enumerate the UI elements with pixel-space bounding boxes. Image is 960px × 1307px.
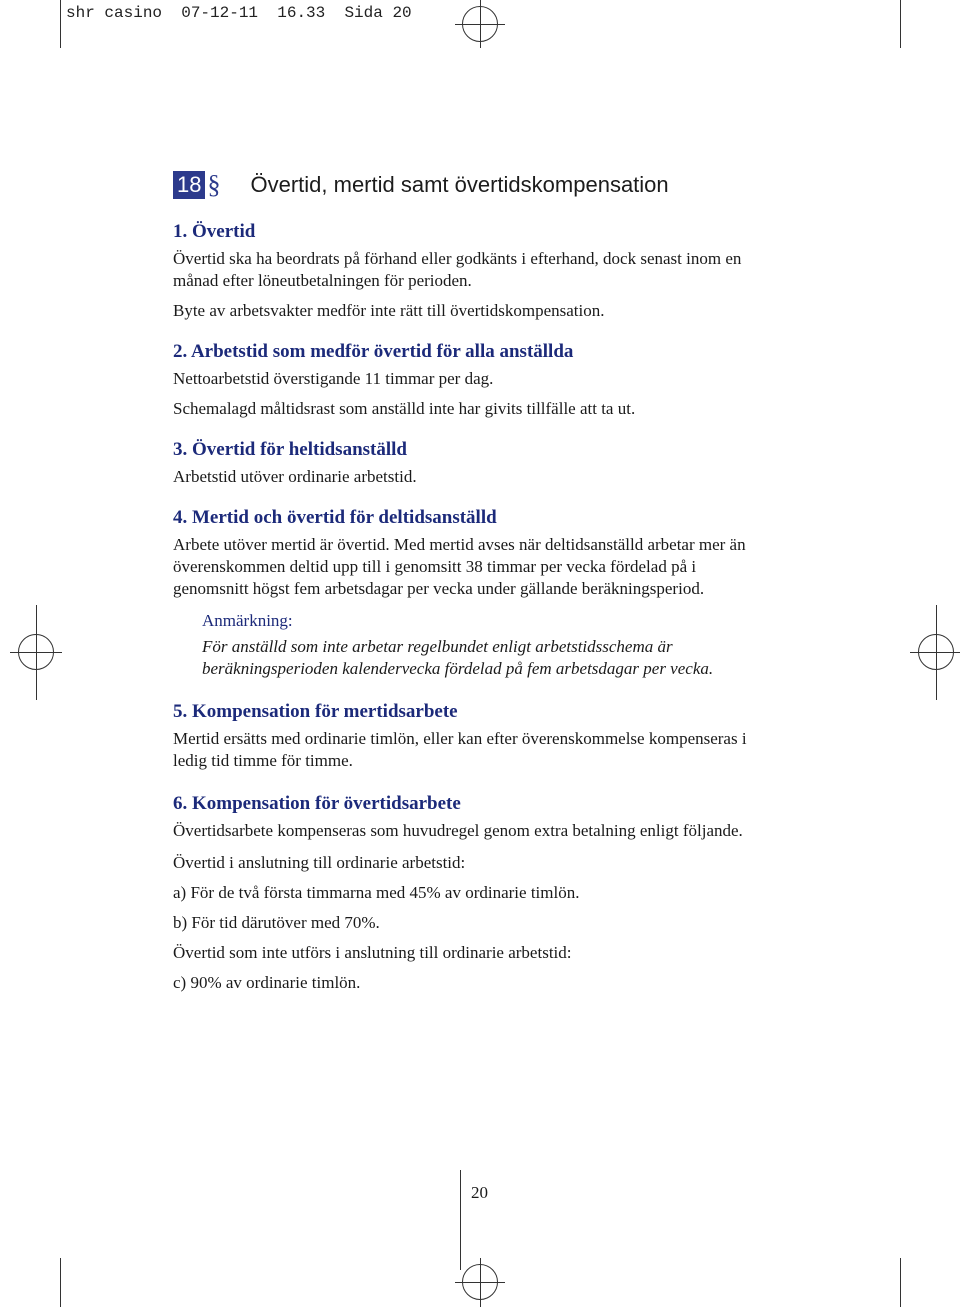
list-item: a) För de två första timmarna med 45% av ordinarie timlön. — [173, 883, 580, 902]
document-body — [173, 220, 773, 994]
registration-mark — [462, 1264, 498, 1300]
paragraph: Arbetstid utöver ordinarie arbetstid. — [173, 467, 417, 486]
page-number: 20 — [471, 1183, 488, 1202]
section-heading: 3. Övertid för heltidsanställd — [173, 439, 407, 460]
crop-mark — [900, 1258, 901, 1307]
registration-mark — [18, 634, 54, 670]
paragraph: Byte av arbetsvakter medför inte rätt till övertidskompensation. — [173, 301, 605, 320]
paragraph: Övertid ska ha beordrats på förhand eller godkänts i efterhand, dock senast inom en månad efter löneutbetalningen för perioden. — [173, 249, 742, 290]
print-slug: shr casino 07-12-11 16.33 Sida 20 — [66, 4, 412, 22]
section-heading: 1. Övertid — [173, 221, 256, 242]
paragraph: Nettoarbetstid överstigande 11 timmar per dag. — [173, 369, 494, 388]
section-heading: 2. Arbetstid som medför övertid för alla anställda — [173, 341, 574, 362]
paragraph: Schemalagd måltidsrast som anställd inte har givits tillfälle att ta ut. — [173, 399, 636, 418]
paragraph: Övertid i anslutning till ordinarie arbetstid: — [173, 853, 466, 872]
registration-mark — [918, 634, 954, 670]
section-sign-icon: § — [207, 170, 221, 199]
paragraph: Mertid ersätts med ordinarie timlön, eller kan efter överenskommelse kompenseras i ledig tid timme för timme. — [173, 729, 747, 770]
note-label: Anmärkning: — [202, 611, 293, 630]
paragraph: Övertid som inte utförs i anslutning till ordinarie arbetstid: — [173, 943, 572, 962]
crop-mark — [900, 0, 901, 48]
chapter-header — [173, 171, 669, 199]
note-block — [173, 610, 773, 680]
crop-mark — [460, 1170, 461, 1270]
list-item: c) 90% av ordinarie timlön. — [173, 973, 361, 992]
paragraph: Övertidsarbete kompenseras som huvudregel genom extra betalning enligt följande. — [173, 821, 743, 840]
paragraph: Arbete utöver mertid är övertid. Med mertid avses när deltidsanställd arbetar mer än överenskommen deltid upp till i genomsitt 38 timmar per vecka fördelad på i genomsnitt högst fem arbetsdagar per vecka under gällande beräkningsperiod. — [173, 535, 746, 598]
note-text: För anställd som inte arbetar regelbundet enligt arbetstidsschema är beräkningsperioden kalendervecka fördelad på fem arbetsdagar per vecka. — [202, 637, 714, 678]
section-heading: 5. Kompensation för mertidsarbete — [173, 701, 458, 722]
chapter-title: Övertid, mertid samt övertidskompensation — [250, 172, 669, 197]
registration-mark — [462, 6, 498, 42]
section-heading: 4. Mertid och övertid för deltidsanställd — [173, 507, 497, 528]
crop-mark — [60, 1258, 61, 1307]
list-item: b) För tid därutöver med 70%. — [173, 913, 380, 932]
section-heading: 6. Kompensation för övertidsarbete — [173, 793, 461, 814]
crop-mark — [60, 0, 61, 48]
chapter-number: 18 — [173, 171, 205, 199]
